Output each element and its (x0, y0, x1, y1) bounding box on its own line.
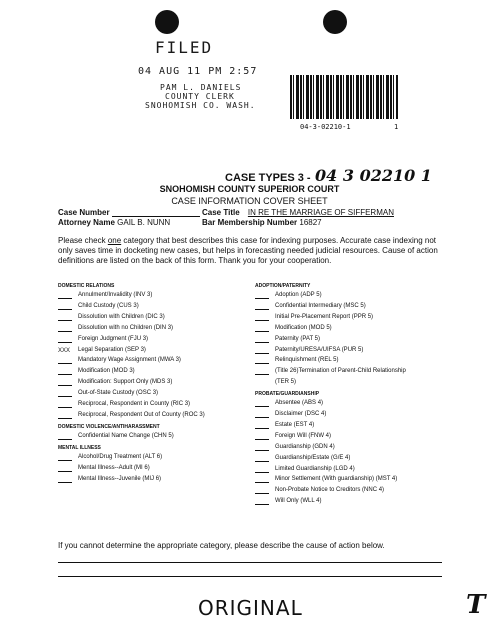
checkbox-item[interactable] (255, 303, 366, 310)
bar-value: 16827 (299, 218, 322, 227)
checkbox-mark[interactable] (255, 455, 269, 462)
checkbox-label: Reciprocal, Respondent Out of County (ROC 3) (78, 411, 205, 418)
heading-domestic-relations: DOMESTIC RELATIONS (58, 283, 115, 289)
checkbox-label: Estate (EST 4) (275, 421, 315, 428)
case-number-label: Case Number (58, 208, 110, 217)
checkbox-item[interactable] (58, 314, 165, 321)
barcode-number: 04-3-02210-1 (300, 123, 351, 131)
attorney-row (58, 218, 170, 227)
checkbox-label: Initial Pre-Placement Report (PPR 5) (275, 313, 374, 320)
checkbox-mark[interactable] (255, 400, 269, 407)
checkbox-mark[interactable] (58, 379, 72, 386)
case-barcode (290, 75, 398, 119)
checkbox-item[interactable] (255, 400, 323, 407)
stamp-clerk-county: SNOHOMISH CO. WASH. (145, 101, 256, 110)
checkbox-mark[interactable] (255, 444, 269, 451)
checkbox-label: Guardianship/Estate (G/E 4) (275, 454, 351, 461)
checkbox-label: Absentee (ABS 4) (275, 400, 324, 407)
checkbox-mark[interactable] (58, 476, 72, 483)
checkbox-item[interactable] (255, 455, 350, 462)
checkbox-mark[interactable] (58, 357, 72, 364)
checkbox-mark[interactable] (58, 292, 72, 299)
stamp-date-time: 04 AUG 11 PM 2:57 (138, 66, 258, 77)
checkbox-item[interactable] (255, 422, 314, 429)
checkbox-label: Mandatory Wage Assignment (MWA 3) (78, 357, 181, 364)
checkbox-mark[interactable] (255, 487, 269, 494)
checkbox-label: Disclaimer (DSC 4) (275, 411, 327, 417)
checkbox-label: Modification (MOD 3) (78, 368, 135, 375)
punch-hole-right (323, 10, 347, 34)
checkbox-item[interactable] (255, 292, 322, 299)
heading-probate-guardianship: PROBATE/GUARDIANSHIP (255, 391, 320, 398)
case-types-line (225, 166, 432, 186)
checkbox-label: Limited Guardianship (LGD 4) (275, 465, 355, 472)
checkbox-mark[interactable] (58, 314, 72, 321)
checkbox-item[interactable] (58, 368, 135, 375)
checkbox-mark[interactable] (255, 476, 269, 483)
checkbox-item[interactable] (255, 379, 296, 386)
checkbox-label: Will Only (WLL 4) (275, 498, 322, 505)
case-types-label: CASE TYPES 3 - (225, 172, 311, 184)
checkbox-item[interactable] (255, 498, 321, 505)
checkbox-mark[interactable] (255, 314, 269, 321)
checkbox-mark[interactable] (58, 433, 72, 440)
checkbox-mark[interactable] (58, 336, 72, 343)
punch-hole-left (155, 10, 179, 34)
attorney-value: GAIL B. NUNN (117, 218, 171, 227)
checkbox-label: Legal Separation (SEP 3) (78, 346, 146, 353)
checkbox-mark[interactable] (255, 368, 269, 375)
checkbox-item[interactable] (255, 411, 326, 418)
checkbox-label: Modification (MOD 5) (275, 324, 332, 331)
heading-mental-illness: MENTAL ILLNESS (58, 444, 101, 451)
checkbox-label: Confidential Intermediary (MSC 5) (275, 302, 366, 309)
checkbox-mark[interactable] (255, 347, 269, 354)
checkbox-label: Alcohol/Drug Treatment (ALT 6) (78, 453, 163, 460)
checkbox-mark[interactable] (58, 454, 72, 461)
checkbox-mark[interactable] (255, 433, 269, 440)
checkbox-label: Confidential Name Change (CHN 5) (78, 432, 174, 439)
checkbox-mark[interactable] (58, 303, 72, 310)
checkbox-label: (TER 5) (275, 379, 296, 386)
cause-prompt: If you cannot determine the appropriate category, please describe the cause of action below. (58, 541, 385, 550)
case-number-field[interactable] (112, 208, 200, 217)
checkbox-label: (Title 26)Termination of Parent-Child Relationship (275, 368, 406, 375)
checkbox-mark[interactable] (58, 368, 72, 375)
barcode-page: 1 (394, 123, 399, 131)
original-stamp: ORIGINAL (198, 596, 303, 620)
stamp-clerk-name: PAM L. DANIELS (160, 83, 242, 92)
cover-sheet-title: CASE INFORMATION COVER SHEET (171, 196, 328, 206)
checkbox-mark[interactable] (255, 466, 269, 473)
checkbox-item[interactable] (255, 357, 338, 364)
checkbox-item[interactable] (58, 401, 190, 408)
checkbox-label: Minor Settlement (With guardianship) (MST 4) (275, 476, 398, 483)
checkbox-label: Foreign Judgment (FJU 3) (78, 335, 149, 342)
cause-line-1[interactable] (58, 562, 442, 563)
checkbox-mark[interactable] (58, 465, 72, 472)
checkbox-item[interactable] (58, 303, 139, 310)
checkbox-item[interactable] (58, 390, 158, 397)
checkbox-label: Child Custody (CUS 3) (78, 302, 139, 309)
checkbox-mark[interactable] (255, 422, 269, 429)
checkbox-item[interactable] (255, 336, 320, 343)
checkbox-mark[interactable] (58, 412, 72, 419)
checkbox-mark[interactable] (255, 498, 269, 505)
checkbox-mark[interactable] (58, 401, 72, 408)
bar-label: Bar Membership Number (202, 218, 298, 227)
case-title-value: IN RE THE MARRIAGE OF SIFFERMAN (247, 208, 394, 217)
instructions-post: category that best describes this case for indexing purposes. Accurate case indexing not only saves time in docketing new cases, but helps in forecasting needed judicial resources. Cause of action definitions are listed on the back of this form. Thank you for your cooperation. (58, 236, 438, 265)
checkbox-mark[interactable] (255, 336, 269, 343)
checkbox-item[interactable] (255, 368, 406, 375)
checkbox-item[interactable] (58, 292, 152, 299)
checkbox-item[interactable] (58, 465, 150, 472)
checkbox-item[interactable] (58, 412, 205, 419)
checkbox-item[interactable] (255, 314, 373, 321)
stamp-filed: FILED (155, 38, 214, 57)
checkbox-item[interactable] (58, 347, 146, 354)
instructions-pre: Please check (58, 236, 108, 245)
checkbox-mark[interactable] (255, 292, 269, 299)
checkbox-mark[interactable] (255, 411, 269, 418)
checkbox-item[interactable] (255, 487, 384, 494)
checkbox-label: Annulment/Invalidity (INV 3) (78, 292, 153, 298)
checkbox-label: Reciprocal, Respondent in County (RIC 3) (78, 401, 191, 407)
heading-adoption-paternity: ADOPTION/PATERNITY (255, 283, 311, 289)
instructions-one: one (107, 236, 122, 245)
checkbox-item[interactable] (255, 476, 397, 483)
case-types-handwritten: 04 3 02210 1 (315, 166, 432, 185)
checkbox-label: Foreign Will (FNW 4) (275, 432, 332, 439)
court-name: SNOHOMISH COUNTY SUPERIOR COURT (159, 184, 340, 194)
instructions (58, 236, 442, 266)
cause-line-2[interactable] (58, 576, 442, 577)
heading-domestic-violence-antiharassment: DOMESTIC VIOLENCE/ANTIHARASSMENT (58, 423, 160, 430)
checkbox-label: Paternity/URESA/UIFSA (PUR 5) (275, 346, 364, 353)
checkbox-item[interactable] (255, 347, 363, 354)
checkbox-label: Guardianship (GDN 4) (275, 443, 335, 450)
checkbox-mark[interactable] (255, 303, 269, 310)
checkbox-label: Dissolution with Children (DIC 3) (78, 313, 165, 320)
bar-row (202, 218, 322, 227)
checkbox-item[interactable] (58, 433, 174, 440)
attorney-label: Attorney Name (58, 218, 115, 227)
case-title-row (202, 208, 394, 217)
checkbox-label: Out-of-State Custody (OSC 3) (78, 390, 159, 397)
corner-mark: T (466, 590, 486, 620)
checkbox-item[interactable] (255, 433, 331, 440)
case-title-label: Case Title (202, 208, 240, 217)
checkbox-label: Non-Probate Notice to Creditors (NNC 4) (275, 487, 385, 494)
checkbox-label: Mental Illness--Adult (MI 6) (78, 464, 150, 471)
checkbox-mark[interactable] (58, 325, 72, 332)
checkbox-label: Adoption (ADP 5) (275, 292, 322, 298)
checkbox-mark[interactable] (255, 357, 269, 364)
checkbox-mark[interactable] (255, 325, 269, 332)
checkbox-item[interactable] (58, 336, 148, 343)
checkbox-item[interactable] (58, 476, 161, 483)
checkbox-item[interactable] (58, 454, 162, 461)
checkbox-label: Dissolution with no Children (DIN 3) (78, 324, 174, 331)
checkbox-item[interactable] (255, 444, 335, 451)
checkbox-mark[interactable]: XXX (58, 347, 71, 354)
checkbox-item[interactable] (255, 325, 332, 332)
checkbox-item[interactable] (58, 357, 181, 364)
checkbox-label: Mental Illness--Juvenile (MIJ 6) (78, 475, 162, 482)
checkbox-item[interactable] (58, 325, 173, 332)
checkbox-item[interactable] (58, 379, 172, 386)
case-number-row (58, 208, 200, 217)
stamp-clerk-title: COUNTY CLERK (165, 92, 235, 101)
checkbox-label: Relinquishment (REL 5) (275, 357, 339, 364)
checkbox-mark[interactable] (58, 390, 72, 397)
checkbox-label: Modification: Support Only (MDS 3) (78, 379, 173, 386)
checkbox-label: Paternity (PAT 5) (275, 335, 321, 342)
checkbox-item[interactable] (255, 466, 355, 473)
